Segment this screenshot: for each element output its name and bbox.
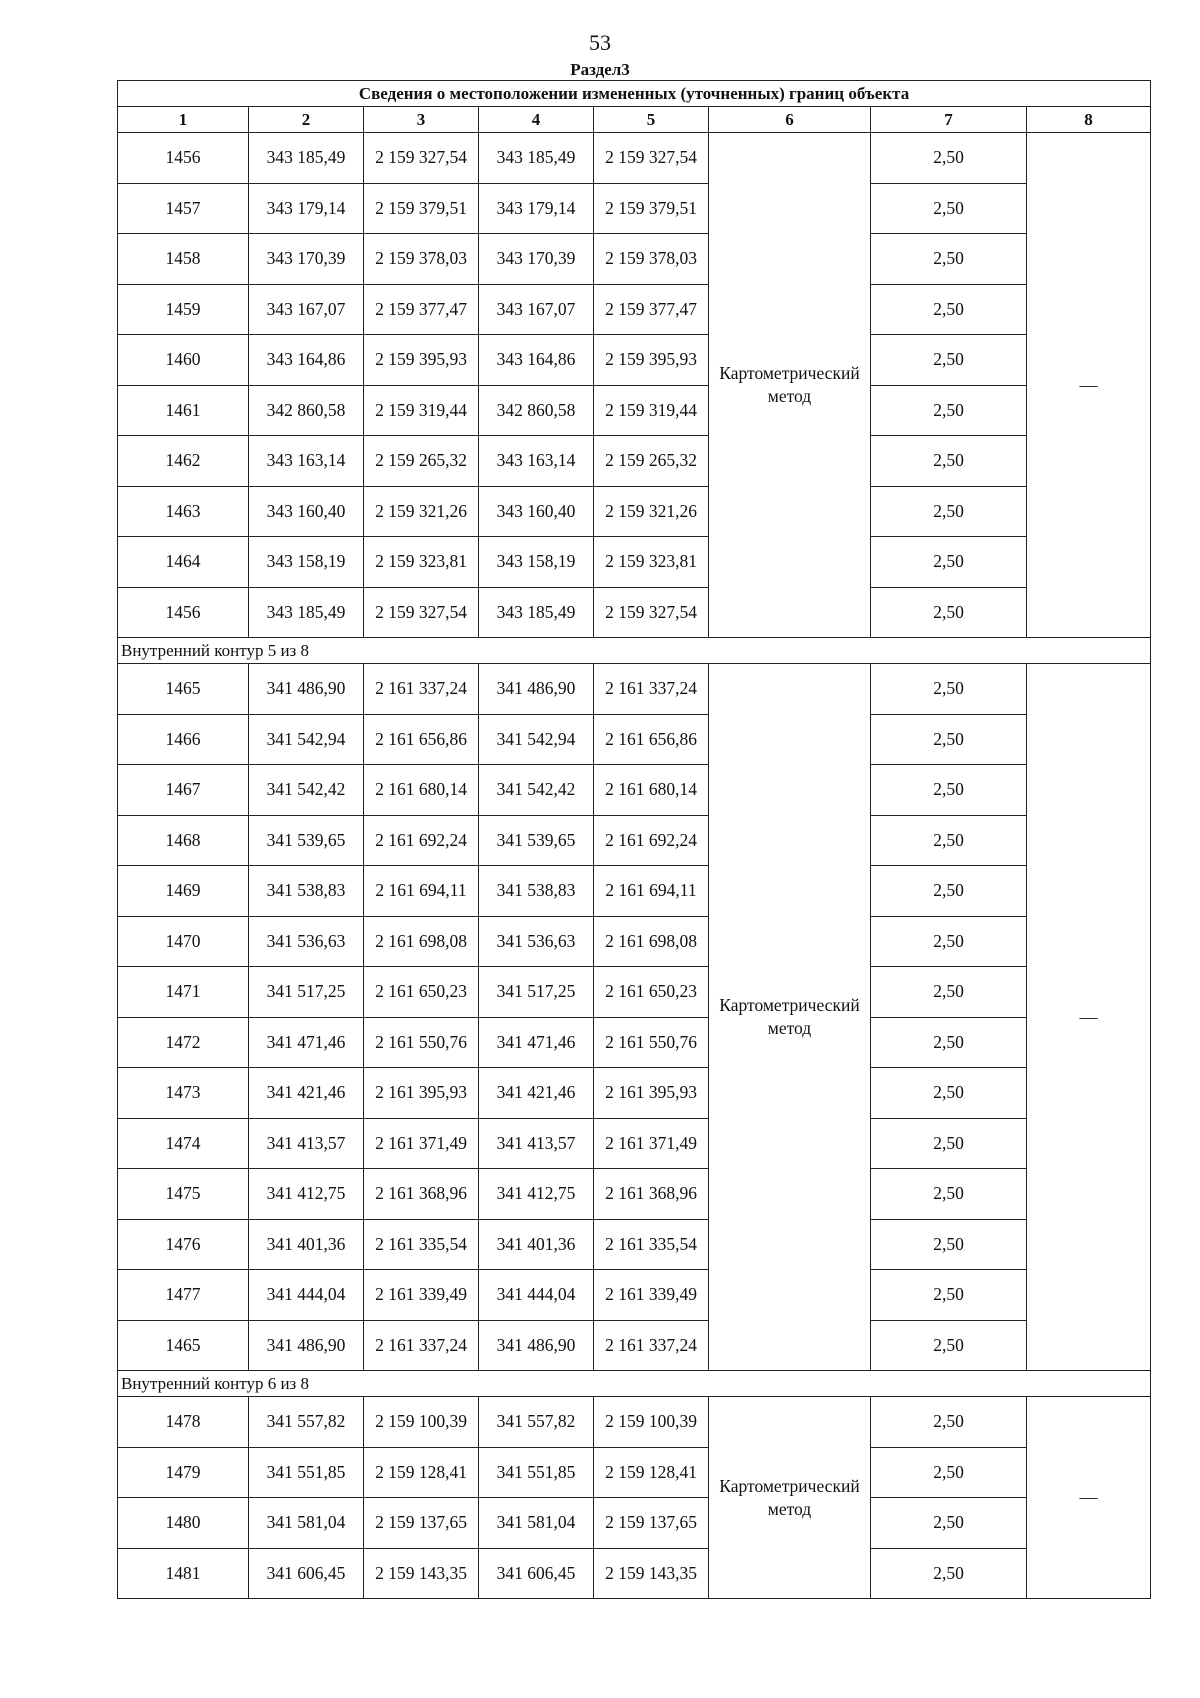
table-row — [118, 385, 1151, 436]
point-number-cell: 1460 — [118, 335, 249, 386]
accuracy-cell: 2,50 — [871, 1498, 1027, 1549]
y-old-cell: 2 161 694,11 — [364, 866, 479, 917]
accuracy-cell: 2,50 — [871, 1397, 1027, 1448]
accuracy-cell: 2,50 — [871, 714, 1027, 765]
y-new-cell: 2 161 337,24 — [594, 664, 709, 715]
x-old-cell: 341 412,75 — [249, 1169, 364, 1220]
x-new-cell: 343 185,49 — [479, 133, 594, 184]
x-old-cell: 342 860,58 — [249, 385, 364, 436]
x-new-cell: 341 542,42 — [479, 765, 594, 816]
table-row — [118, 436, 1151, 487]
accuracy-cell: 2,50 — [871, 385, 1027, 436]
x-new-cell: 341 486,90 — [479, 1320, 594, 1371]
accuracy-cell: 2,50 — [871, 1169, 1027, 1220]
y-old-cell: 2 159 143,35 — [364, 1548, 479, 1599]
table-row — [118, 1118, 1151, 1169]
x-old-cell: 341 471,46 — [249, 1017, 364, 1068]
column-header: 8 — [1027, 107, 1151, 133]
table-row — [118, 1017, 1151, 1068]
contour-label-row — [118, 1371, 1151, 1397]
x-new-cell: 342 860,58 — [479, 385, 594, 436]
x-old-cell: 343 160,40 — [249, 486, 364, 537]
point-number-cell: 1461 — [118, 385, 249, 436]
point-number-cell: 1462 — [118, 436, 249, 487]
x-old-cell: 341 539,65 — [249, 815, 364, 866]
y-new-cell: 2 159 395,93 — [594, 335, 709, 386]
y-old-cell: 2 161 335,54 — [364, 1219, 479, 1270]
accuracy-cell: 2,50 — [871, 1548, 1027, 1599]
y-old-cell: 2 159 265,32 — [364, 436, 479, 487]
y-old-cell: 2 161 337,24 — [364, 664, 479, 715]
y-new-cell: 2 159 128,41 — [594, 1447, 709, 1498]
x-new-cell: 343 164,86 — [479, 335, 594, 386]
x-new-cell: 341 421,46 — [479, 1068, 594, 1119]
accuracy-cell: 2,50 — [871, 1118, 1027, 1169]
point-number-cell: 1466 — [118, 714, 249, 765]
y-new-cell: 2 159 327,54 — [594, 587, 709, 638]
x-old-cell: 341 606,45 — [249, 1548, 364, 1599]
y-new-cell: 2 159 137,65 — [594, 1498, 709, 1549]
accuracy-cell: 2,50 — [871, 537, 1027, 588]
y-new-cell: 2 161 656,86 — [594, 714, 709, 765]
accuracy-cell: 2,50 — [871, 866, 1027, 917]
table-row — [118, 1219, 1151, 1270]
x-old-cell: 341 421,46 — [249, 1068, 364, 1119]
table-row — [118, 335, 1151, 386]
accuracy-cell: 2,50 — [871, 1068, 1027, 1119]
x-new-cell: 343 179,14 — [479, 183, 594, 234]
table-row — [118, 1548, 1151, 1599]
accuracy-cell: 2,50 — [871, 1270, 1027, 1321]
point-number-cell: 1475 — [118, 1169, 249, 1220]
point-number-cell: 1456 — [118, 587, 249, 638]
table-row — [118, 486, 1151, 537]
column-header: 2 — [249, 107, 364, 133]
accuracy-cell: 2,50 — [871, 1447, 1027, 1498]
y-old-cell: 2 159 379,51 — [364, 183, 479, 234]
x-old-cell: 341 401,36 — [249, 1219, 364, 1270]
accuracy-cell: 2,50 — [871, 967, 1027, 1018]
table-row — [118, 1270, 1151, 1321]
accuracy-cell: 2,50 — [871, 916, 1027, 967]
x-old-cell: 343 179,14 — [249, 183, 364, 234]
y-new-cell: 2 159 377,47 — [594, 284, 709, 335]
point-number-cell: 1459 — [118, 284, 249, 335]
x-new-cell: 341 486,90 — [479, 664, 594, 715]
table-row — [118, 916, 1151, 967]
y-old-cell: 2 159 100,39 — [364, 1397, 479, 1448]
accuracy-cell: 2,50 — [871, 1320, 1027, 1371]
x-new-cell: 343 158,19 — [479, 537, 594, 588]
table-row — [118, 1169, 1151, 1220]
point-number-cell: 1467 — [118, 765, 249, 816]
x-new-cell: 341 557,82 — [479, 1397, 594, 1448]
y-old-cell: 2 161 371,49 — [364, 1118, 479, 1169]
method-cell: Картометрический метод — [709, 1397, 871, 1599]
point-number-cell: 1479 — [118, 1447, 249, 1498]
y-old-cell: 2 159 319,44 — [364, 385, 479, 436]
table-title: Сведения о местоположении измененных (уточненных) границ объекта — [118, 81, 1151, 107]
x-old-cell: 341 542,42 — [249, 765, 364, 816]
accuracy-cell: 2,50 — [871, 815, 1027, 866]
table-row — [118, 1397, 1151, 1448]
y-old-cell: 2 159 323,81 — [364, 537, 479, 588]
x-new-cell: 341 606,45 — [479, 1548, 594, 1599]
x-old-cell: 341 542,94 — [249, 714, 364, 765]
column-header: 6 — [709, 107, 871, 133]
accuracy-cell: 2,50 — [871, 335, 1027, 386]
x-old-cell: 341 551,85 — [249, 1447, 364, 1498]
x-new-cell: 343 170,39 — [479, 234, 594, 285]
x-new-cell: 343 163,14 — [479, 436, 594, 487]
column-8-cell: — — [1027, 1397, 1151, 1599]
accuracy-cell: 2,50 — [871, 133, 1027, 184]
table-row — [118, 967, 1151, 1018]
y-new-cell: 2 159 265,32 — [594, 436, 709, 487]
y-old-cell: 2 161 395,93 — [364, 1068, 479, 1119]
point-number-cell: 1458 — [118, 234, 249, 285]
table-row — [118, 587, 1151, 638]
table-row — [118, 1447, 1151, 1498]
table-row — [118, 1320, 1151, 1371]
column-header: 7 — [871, 107, 1027, 133]
point-number-cell: 1463 — [118, 486, 249, 537]
point-number-cell: 1472 — [118, 1017, 249, 1068]
accuracy-cell: 2,50 — [871, 234, 1027, 285]
y-new-cell: 2 161 680,14 — [594, 765, 709, 816]
point-number-cell: 1481 — [118, 1548, 249, 1599]
x-new-cell: 341 444,04 — [479, 1270, 594, 1321]
x-new-cell: 341 536,63 — [479, 916, 594, 967]
x-old-cell: 341 486,90 — [249, 664, 364, 715]
table-row — [118, 284, 1151, 335]
column-8-cell: — — [1027, 664, 1151, 1371]
contour-label-row — [118, 638, 1151, 664]
table-row — [118, 1068, 1151, 1119]
y-old-cell: 2 161 368,96 — [364, 1169, 479, 1220]
table-row — [118, 183, 1151, 234]
page-number: 53 — [589, 30, 611, 55]
point-number-cell: 1457 — [118, 183, 249, 234]
y-old-cell: 2 161 680,14 — [364, 765, 479, 816]
x-old-cell: 341 581,04 — [249, 1498, 364, 1549]
x-old-cell: 341 486,90 — [249, 1320, 364, 1371]
contour-label: Внутренний контур 5 из 8 — [118, 638, 1151, 664]
x-old-cell: 341 538,83 — [249, 866, 364, 917]
y-old-cell: 2 159 395,93 — [364, 335, 479, 386]
point-number-cell: 1465 — [118, 664, 249, 715]
y-new-cell: 2 161 337,24 — [594, 1320, 709, 1371]
table-row — [118, 866, 1151, 917]
y-old-cell: 2 159 137,65 — [364, 1498, 479, 1549]
table-row — [118, 537, 1151, 588]
table-row — [118, 664, 1151, 715]
x-old-cell: 343 164,86 — [249, 335, 364, 386]
column-header: 3 — [364, 107, 479, 133]
x-new-cell: 341 551,85 — [479, 1447, 594, 1498]
x-old-cell: 341 517,25 — [249, 967, 364, 1018]
y-old-cell: 2 159 377,47 — [364, 284, 479, 335]
contour-label: Внутренний контур 6 из 8 — [118, 1371, 1151, 1397]
y-old-cell: 2 161 550,76 — [364, 1017, 479, 1068]
accuracy-cell: 2,50 — [871, 183, 1027, 234]
x-old-cell: 343 170,39 — [249, 234, 364, 285]
x-new-cell: 341 542,94 — [479, 714, 594, 765]
point-number-cell: 1470 — [118, 916, 249, 967]
point-number-cell: 1478 — [118, 1397, 249, 1448]
x-new-cell: 341 412,75 — [479, 1169, 594, 1220]
column-8-cell: — — [1027, 133, 1151, 638]
accuracy-cell: 2,50 — [871, 1219, 1027, 1270]
y-old-cell: 2 161 339,49 — [364, 1270, 479, 1321]
y-new-cell: 2 161 694,11 — [594, 866, 709, 917]
point-number-cell: 1477 — [118, 1270, 249, 1321]
x-new-cell: 341 539,65 — [479, 815, 594, 866]
x-old-cell: 343 167,07 — [249, 284, 364, 335]
point-number-cell: 1473 — [118, 1068, 249, 1119]
method-cell: Картометрический метод — [709, 664, 871, 1371]
y-new-cell: 2 159 321,26 — [594, 486, 709, 537]
x-new-cell: 341 413,57 — [479, 1118, 594, 1169]
y-new-cell: 2 161 550,76 — [594, 1017, 709, 1068]
table-row — [118, 133, 1151, 184]
column-header: 5 — [594, 107, 709, 133]
y-old-cell: 2 161 337,24 — [364, 1320, 479, 1371]
table-row — [118, 765, 1151, 816]
point-number-cell: 1468 — [118, 815, 249, 866]
y-old-cell: 2 159 327,54 — [364, 133, 479, 184]
y-new-cell: 2 159 379,51 — [594, 183, 709, 234]
y-new-cell: 2 159 319,44 — [594, 385, 709, 436]
point-number-cell: 1465 — [118, 1320, 249, 1371]
x-new-cell: 343 167,07 — [479, 284, 594, 335]
column-header-row — [118, 107, 1151, 133]
accuracy-cell: 2,50 — [871, 486, 1027, 537]
y-old-cell: 2 161 692,24 — [364, 815, 479, 866]
point-number-cell: 1469 — [118, 866, 249, 917]
boundary-coordinates-table — [117, 80, 1151, 1599]
y-new-cell: 2 159 323,81 — [594, 537, 709, 588]
y-old-cell: 2 161 698,08 — [364, 916, 479, 967]
y-new-cell: 2 161 371,49 — [594, 1118, 709, 1169]
point-number-cell: 1464 — [118, 537, 249, 588]
y-old-cell: 2 161 650,23 — [364, 967, 479, 1018]
table-row — [118, 815, 1151, 866]
y-new-cell: 2 161 698,08 — [594, 916, 709, 967]
x-old-cell: 343 158,19 — [249, 537, 364, 588]
y-old-cell: 2 159 378,03 — [364, 234, 479, 285]
accuracy-cell: 2,50 — [871, 765, 1027, 816]
x-new-cell: 343 185,49 — [479, 587, 594, 638]
y-old-cell: 2 159 128,41 — [364, 1447, 479, 1498]
x-old-cell: 341 557,82 — [249, 1397, 364, 1448]
x-old-cell: 343 185,49 — [249, 133, 364, 184]
column-header: 1 — [118, 107, 249, 133]
x-new-cell: 341 471,46 — [479, 1017, 594, 1068]
x-new-cell: 341 581,04 — [479, 1498, 594, 1549]
point-number-cell: 1476 — [118, 1219, 249, 1270]
accuracy-cell: 2,50 — [871, 587, 1027, 638]
x-old-cell: 341 536,63 — [249, 916, 364, 967]
x-old-cell: 343 185,49 — [249, 587, 364, 638]
y-new-cell: 2 161 339,49 — [594, 1270, 709, 1321]
y-new-cell: 2 159 327,54 — [594, 133, 709, 184]
accuracy-cell: 2,50 — [871, 284, 1027, 335]
x-new-cell: 341 517,25 — [479, 967, 594, 1018]
y-new-cell: 2 161 395,93 — [594, 1068, 709, 1119]
x-old-cell: 341 444,04 — [249, 1270, 364, 1321]
point-number-cell: 1456 — [118, 133, 249, 184]
y-old-cell: 2 161 656,86 — [364, 714, 479, 765]
y-new-cell: 2 159 100,39 — [594, 1397, 709, 1448]
x-old-cell: 341 413,57 — [249, 1118, 364, 1169]
x-new-cell: 341 538,83 — [479, 866, 594, 917]
point-number-cell: 1480 — [118, 1498, 249, 1549]
y-new-cell: 2 159 378,03 — [594, 234, 709, 285]
y-new-cell: 2 161 368,96 — [594, 1169, 709, 1220]
table-row — [118, 1498, 1151, 1549]
y-old-cell: 2 159 321,26 — [364, 486, 479, 537]
accuracy-cell: 2,50 — [871, 436, 1027, 487]
point-number-cell: 1471 — [118, 967, 249, 1018]
x-new-cell: 341 401,36 — [479, 1219, 594, 1270]
x-old-cell: 343 163,14 — [249, 436, 364, 487]
accuracy-cell: 2,50 — [871, 664, 1027, 715]
accuracy-cell: 2,50 — [871, 1017, 1027, 1068]
table-row — [118, 714, 1151, 765]
section-title: Раздел3 — [570, 60, 630, 79]
y-new-cell: 2 161 692,24 — [594, 815, 709, 866]
table-body — [118, 133, 1151, 1599]
y-new-cell: 2 161 650,23 — [594, 967, 709, 1018]
point-number-cell: 1474 — [118, 1118, 249, 1169]
y-old-cell: 2 159 327,54 — [364, 587, 479, 638]
column-header: 4 — [479, 107, 594, 133]
x-new-cell: 343 160,40 — [479, 486, 594, 537]
y-new-cell: 2 159 143,35 — [594, 1548, 709, 1599]
table-row — [118, 234, 1151, 285]
y-new-cell: 2 161 335,54 — [594, 1219, 709, 1270]
method-cell: Картометрический метод — [709, 133, 871, 638]
